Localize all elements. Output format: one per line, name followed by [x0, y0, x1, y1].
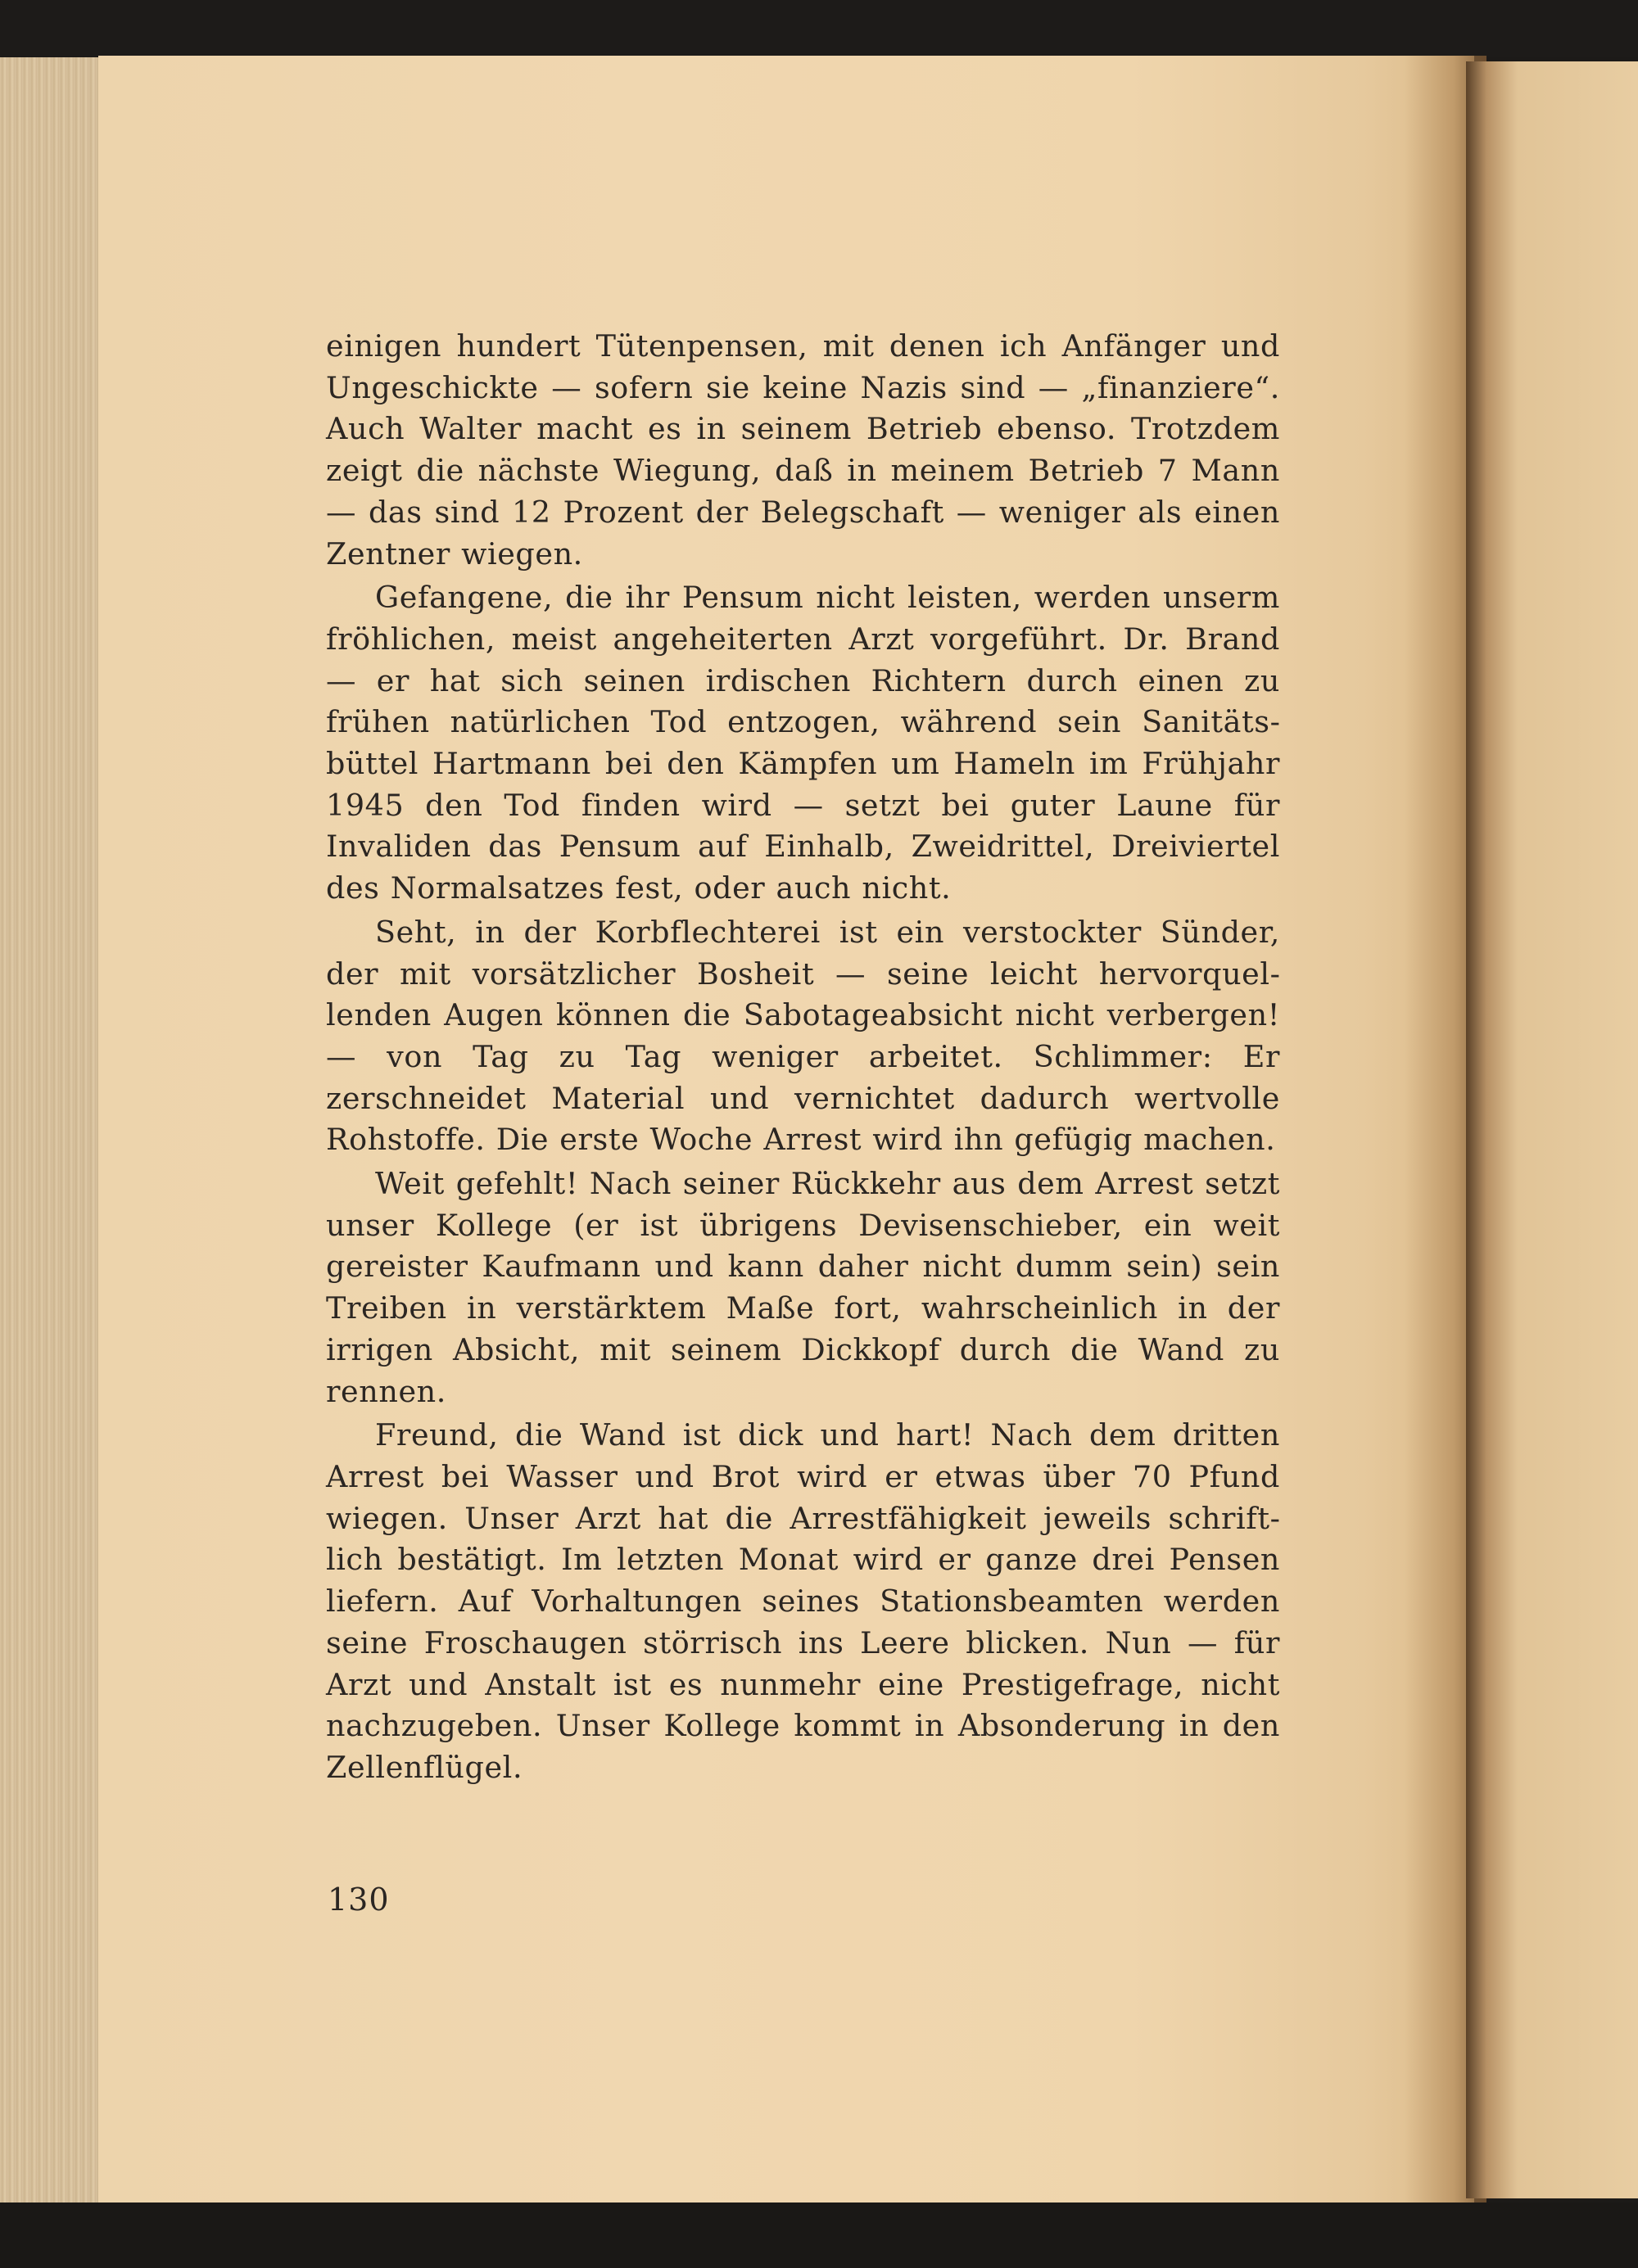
paragraph-2: Gefangene, die ihr Pensum nicht leisten, werden unserm fröhlichen, meist angeheiterten Arzt vorgeführt. Dr. Brand — er hat sich seinen irdischen Richtern durch einen zu frühen natürlichen Tod entzogen, während sein Sanitätsbüttel Hartmann bei den Kämpfen um Hameln im Frühjahr 1945 den Tod finden wird — setzt bei guter Laune für Invaliden das Pensum auf Einhalb, Zweidrittel, Dreiviertel des Normalsatzes fest, oder auch nicht.: [326, 580, 1280, 906]
scan-border-top: [0, 0, 1638, 57]
facing-page: [1466, 61, 1638, 2198]
paragraph-1: einigen hundert Tütenpensen, mit denen ich Anfänger und Ungeschickte — sofern sie keine Nazis sind — „finanziere“. Auch Walter macht es in seinem Betrieb ebenso. Trotzdem zeigt die nächste Wiegung, daß in meinem Betrieb 7 Mann — das sind 12 Prozent der Belegschaft — weniger als einen Zentner wiegen.: [326, 328, 1280, 572]
page-edges: [0, 57, 106, 2202]
page-number: 130: [328, 1882, 390, 1918]
paragraph-5: Freund, die Wand ist dick und hart! Nach dem dritten Arrest bei Wasser und Brot wird er etwas über 70 Pfund wiegen. Unser Arzt hat die Arrestfähigkeit jeweils schriftlich bestätigt. Im letzten Monat wird er ganze drei Pensen liefern. Auf Vorhaltungen seines Stationsbeamten werden seine Froschaugen störrisch ins Leere blicken. Nun — für Arzt und Anstalt ist es nunmehr eine Prestigefrage, nicht nachzugeben. Unser Kollege kommt in Absonderung in den Zellenflügel.: [326, 1417, 1280, 1785]
paragraph-4: Weit gefehlt! Nach seiner Rückkehr aus dem Arrest setzt unser Kollege (er ist übrigens Devisenschieber, ein weit gereister Kaufmann und kann daher nicht dumm sein) sein Treiben in verstärktem Maße fort, wahrscheinlich in der irrigen Absicht, mit seinem Dickkopf durch die Wand zu rennen.: [326, 1166, 1280, 1409]
scan-border-bottom: [0, 2202, 1638, 2268]
body-text: [326, 326, 1280, 1791]
paragraph-3: Seht, in der Korbflechterei ist ein verstockter Sünder, der mit vorsätzlicher Bosheit — seine leicht hervorquellenden Augen können die Sabotageabsicht nicht verbergen! — von Tag zu Tag weniger arbeitet. Schlimmer: Er zerschneidet Material und vernichtet dadurch wertvolle Rohstoffe. Die erste Woche Arrest wird ihn gefügig machen.: [326, 914, 1280, 1158]
